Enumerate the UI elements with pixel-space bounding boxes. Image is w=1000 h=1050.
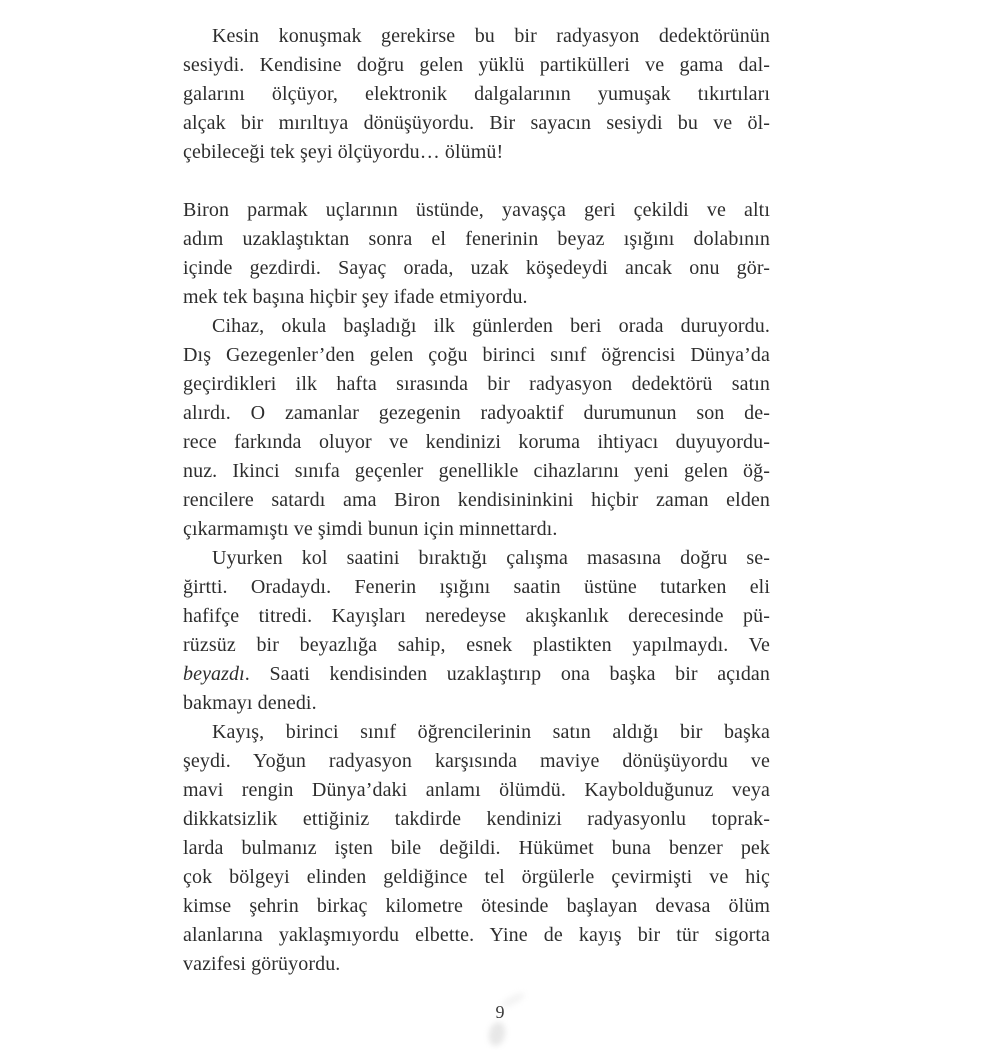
- text-segment: . Saati kendisinden uzaklaştırıp ona başka bir açıdan: [244, 663, 770, 685]
- paragraph: [183, 544, 770, 718]
- text-line: çebileceği tek şeyi ölçüyordu… ölümü!: [183, 141, 504, 163]
- text-line: sesiydi. Kendisine doğru gelen yüklü partikülleri ve gama dal-: [183, 54, 770, 76]
- text-line: Biron parmak uçlarının üstünde, yavaşça geri çekildi ve altı: [183, 199, 770, 221]
- paragraph: [183, 22, 770, 167]
- text-line: adım uzaklaştıktan sonra el fenerinin beyaz ışığını dolabının: [183, 228, 770, 250]
- italic-text: beyazdı: [183, 663, 245, 685]
- text-line: ğirtti. Oradaydı. Fenerin ışığını saatin üstüne tutarken eli: [183, 576, 770, 598]
- text-line: çok bölgeyi elinden geldiğince tel örgülerle çevirmişti ve hiç: [183, 866, 770, 888]
- text-line: hafifçe titredi. Kayışları neredeyse akışkanlık derecesinde pü-: [183, 605, 770, 627]
- text-line: rece farkında oluyor ve kendinizi koruma ihtiyacı duyuyordu-: [183, 431, 770, 453]
- page-number: 9: [495, 1002, 505, 1022]
- text-line: [183, 660, 770, 689]
- text-line: alanlarına yaklaşmıyordu elbette. Yine de kayış bir tür sigorta: [183, 924, 770, 946]
- text-line: alçak bir mırıltıya dönüşüyordu. Bir sayacın sesiydi bu ve öl-: [183, 112, 770, 134]
- text-line: Kayış, birinci sınıf öğrencilerinin satın aldığı bir başka: [212, 721, 770, 743]
- text-line: rüzsüz bir beyazlığa sahip, esnek plastikten yapılmaydı. Ve: [183, 634, 770, 656]
- text-line: Cihaz, okula başladığı ilk günlerden beri orada duruyordu.: [212, 315, 770, 337]
- text-line: bakmayı denedi.: [183, 692, 317, 714]
- paragraph: [183, 718, 770, 979]
- text-line: içinde gezdirdi. Sayaç orada, uzak köşedeydi ancak onu gör-: [183, 257, 770, 279]
- text-line: larda bulmanız işten bile değildi. Hükümet buna benzer pek: [183, 837, 770, 859]
- text-line: çıkarmamıştı ve şimdi bunun için minnettardı.: [183, 518, 558, 540]
- text-line: rencilere satardı ama Biron kendisininkini hiçbir zaman elden: [183, 489, 770, 511]
- print-smudge: [487, 1021, 508, 1048]
- text-line: galarını ölçüyor, elektronik dalgalarının yumuşak tıkırtıları: [183, 83, 770, 105]
- text-line: geçirdikleri ilk hafta sırasında bir radyasyon dedektörü satın: [183, 373, 770, 395]
- paragraph: [183, 312, 770, 544]
- text-line: şeydi. Yoğun radyasyon karşısında maviye dönüşüyordu ve: [183, 750, 770, 772]
- text-line: alırdı. O zamanlar gezegenin radyoaktif durumunun son de-: [183, 402, 770, 424]
- text-line: Dış Gezegenler’den gelen çoğu birinci sınıf öğrencisi Dünya’da: [183, 344, 770, 366]
- text-line: Kesin konuşmak gerekirse bu bir radyasyon dedektörünün: [212, 25, 770, 47]
- text-line: mek tek başına hiçbir şey ifade etmiyordu.: [183, 286, 528, 308]
- text-line: vazifesi görüyordu.: [183, 953, 341, 975]
- text-line: Uyurken kol saatini bıraktığı çalışma masasına doğru se-: [212, 547, 770, 569]
- text-line: nuz. Ikinci sınıfa geçenler genellikle cihazlarını yeni gelen öğ-: [183, 460, 770, 482]
- text-line: kimse şehrin birkaç kilometre ötesinde başlayan devasa ölüm: [183, 895, 770, 917]
- paragraph: [183, 196, 770, 312]
- text-line: mavi rengin Dünya’daki anlamı ölümdü. Kaybolduğunuz veya: [183, 779, 770, 801]
- body-text: [183, 22, 770, 979]
- text-line: dikkatsizlik ettiğiniz takdirde kendinizi radyasyonlu toprak-: [183, 808, 770, 830]
